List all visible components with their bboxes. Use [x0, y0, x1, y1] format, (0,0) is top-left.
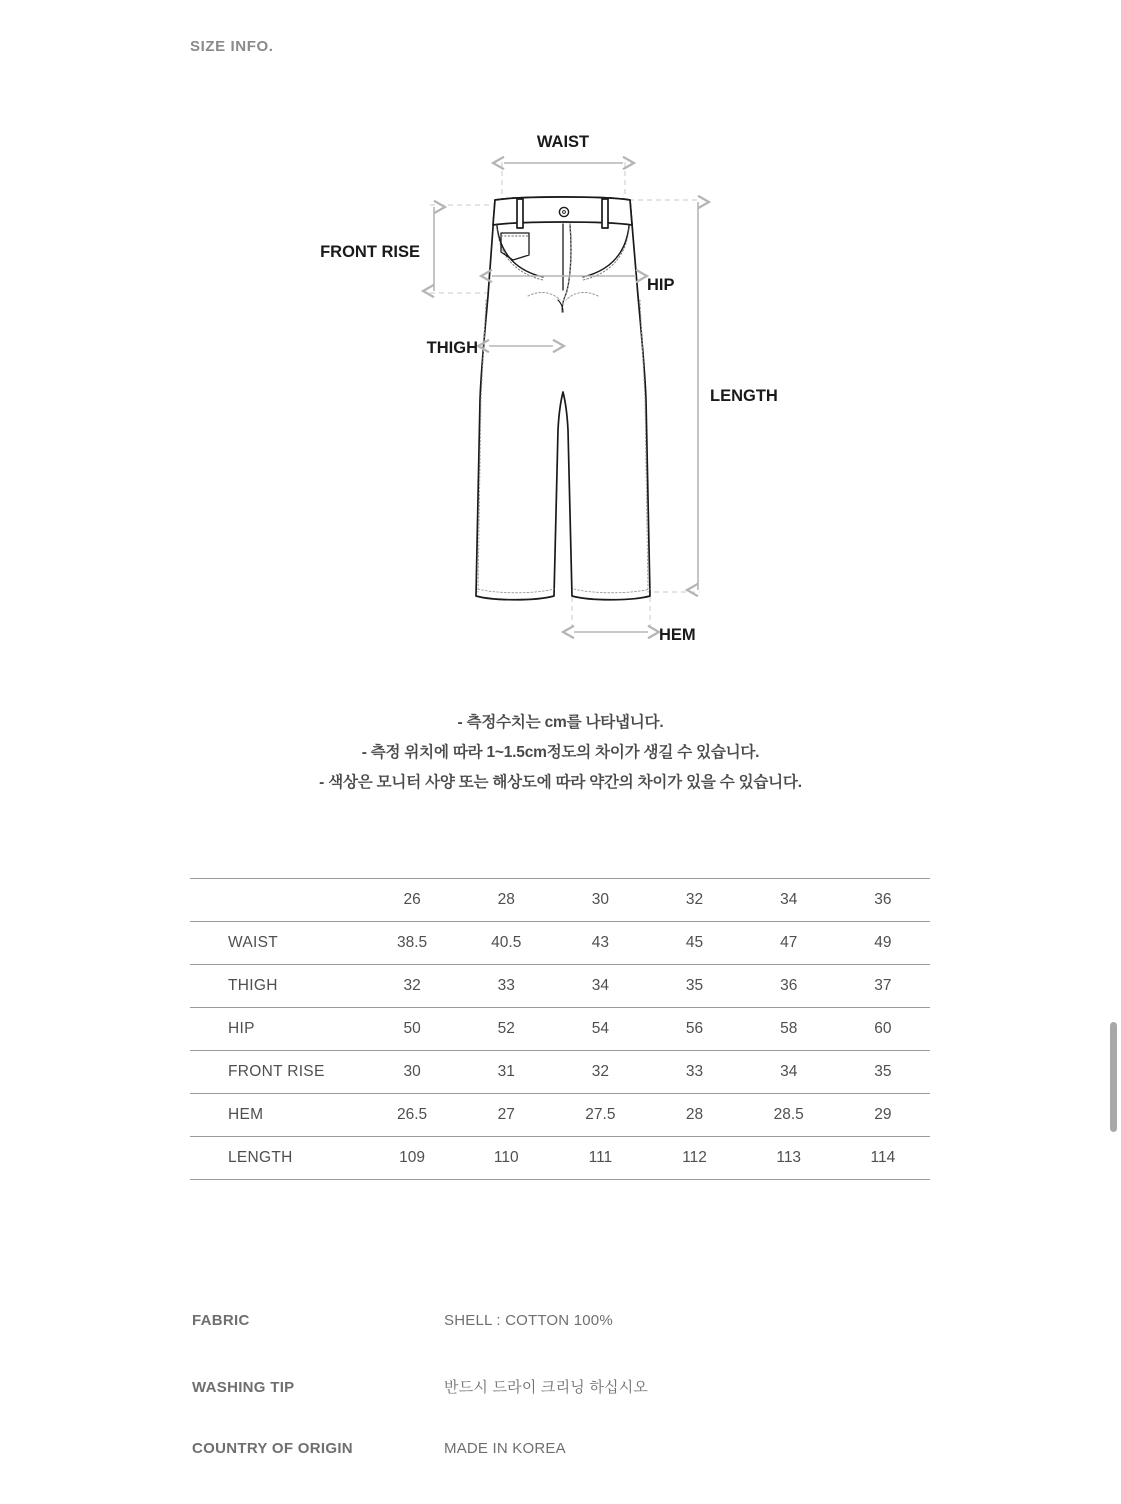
label-length: LENGTH [710, 387, 778, 405]
page-title: SIZE INFO. [190, 38, 274, 55]
table-row [190, 922, 930, 965]
cell-hip-26: 50 [365, 1008, 459, 1051]
label-hip: HIP [647, 276, 675, 294]
row-label-hem: HEM [190, 1094, 365, 1137]
label-hem: HEM [659, 626, 696, 644]
size-diagram [0, 100, 1121, 680]
size-header-30: 30 [553, 879, 647, 922]
row-label-front-rise: FRONT RISE [190, 1051, 365, 1094]
table-header-row [190, 879, 930, 922]
note-line-3: - 색상은 모니터 사양 또는 해상도에 따라 약간의 차이가 있을 수 있습니다. [319, 774, 802, 791]
cell-thigh-26: 32 [365, 965, 459, 1008]
cell-waist-32: 45 [647, 922, 741, 965]
cell-hem-34: 28.5 [742, 1094, 836, 1137]
size-header-28: 28 [459, 879, 553, 922]
cell-hem-30: 27.5 [553, 1094, 647, 1137]
cell-waist-26: 38.5 [365, 922, 459, 965]
cell-length-34: 113 [742, 1137, 836, 1180]
scrollbar-track[interactable] [1106, 0, 1121, 1500]
table-row [190, 1094, 930, 1137]
cell-hip-34: 58 [742, 1008, 836, 1051]
size-table [190, 878, 930, 1180]
size-header-36: 36 [836, 879, 930, 922]
note-line-1: - 측정수치는 cm를 나타냅니다. [457, 714, 664, 731]
size-table-body [190, 922, 930, 1180]
cell-length-26: 109 [365, 1137, 459, 1180]
size-table-head [190, 879, 930, 922]
label-front-rise: FRONT RISE [320, 243, 420, 261]
info-row-fabric [192, 1312, 892, 1376]
info-label-fabric: FABRIC [192, 1312, 250, 1329]
cell-front-rise-36: 35 [836, 1051, 930, 1094]
cell-thigh-30: 34 [553, 965, 647, 1008]
size-header-34: 34 [742, 879, 836, 922]
cell-front-rise-32: 33 [647, 1051, 741, 1094]
row-label-length: LENGTH [190, 1137, 365, 1180]
cell-waist-28: 40.5 [459, 922, 553, 965]
cell-front-rise-26: 30 [365, 1051, 459, 1094]
cell-waist-36: 49 [836, 922, 930, 965]
table-row [190, 1137, 930, 1180]
cell-hip-28: 52 [459, 1008, 553, 1051]
info-value-washing-tip: 반드시 드라이 크리닝 하십시오 [444, 1379, 649, 1396]
row-label-waist: WAIST [190, 922, 365, 965]
cell-hem-26: 26.5 [365, 1094, 459, 1137]
cell-thigh-34: 36 [742, 965, 836, 1008]
cell-hem-28: 27 [459, 1094, 553, 1137]
cell-hip-30: 54 [553, 1008, 647, 1051]
size-header-32: 32 [647, 879, 741, 922]
cell-hip-36: 60 [836, 1008, 930, 1051]
cell-waist-34: 47 [742, 922, 836, 965]
row-label-hip: HIP [190, 1008, 365, 1051]
pants-illustration [476, 197, 650, 600]
scrollbar-thumb[interactable] [1110, 1022, 1117, 1132]
table-row [190, 1008, 930, 1051]
cell-length-28: 110 [459, 1137, 553, 1180]
product-info-block [192, 1312, 892, 1504]
cell-thigh-28: 33 [459, 965, 553, 1008]
size-table-container [190, 878, 930, 1180]
info-row-country-of-origin [192, 1440, 892, 1504]
cell-front-rise-28: 31 [459, 1051, 553, 1094]
size-header-26: 26 [365, 879, 459, 922]
cell-length-32: 112 [647, 1137, 741, 1180]
cell-waist-30: 43 [553, 922, 647, 965]
cell-length-36: 114 [836, 1137, 930, 1180]
info-label-country-of-origin: COUNTRY OF ORIGIN [192, 1440, 353, 1457]
cell-thigh-36: 37 [836, 965, 930, 1008]
label-thigh: THIGH [426, 339, 478, 357]
cell-front-rise-30: 32 [553, 1051, 647, 1094]
cell-hip-32: 56 [647, 1008, 741, 1051]
cell-hem-32: 28 [647, 1094, 741, 1137]
note-line-2: - 측정 위치에 따라 1~1.5cm정도의 차이가 생길 수 있습니다. [361, 744, 760, 761]
table-row [190, 965, 930, 1008]
measurement-notes [0, 708, 1121, 798]
cell-hem-36: 29 [836, 1094, 930, 1137]
info-value-country-of-origin: MADE IN KOREA [444, 1440, 566, 1457]
info-value-fabric: SHELL : COTTON 100% [444, 1312, 613, 1329]
label-waist: WAIST [536, 133, 590, 151]
cell-length-30: 111 [553, 1137, 647, 1180]
table-row [190, 1051, 930, 1094]
cell-front-rise-34: 34 [742, 1051, 836, 1094]
info-label-washing-tip: WASHING TIP [192, 1379, 295, 1396]
cell-thigh-32: 35 [647, 965, 741, 1008]
info-row-washing-tip [192, 1376, 892, 1440]
row-label-thigh: THIGH [190, 965, 365, 1008]
table-corner-cell [190, 879, 365, 922]
